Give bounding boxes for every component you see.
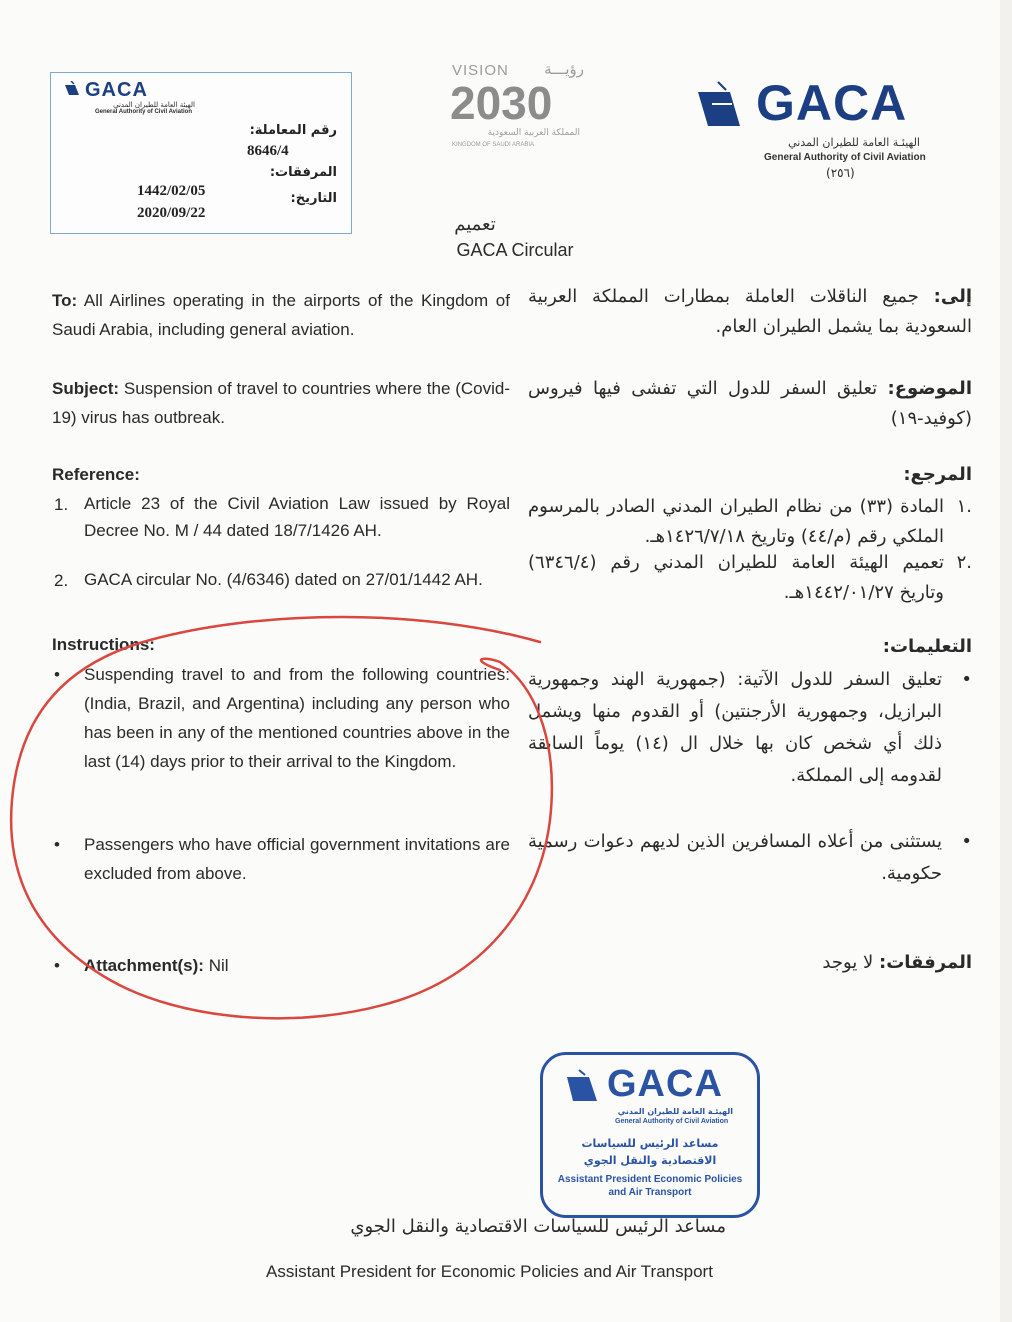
to-paragraph [52,286,510,344]
reference-1-text: Article 23 of the Civil Aviation Law issued by Royal Decree No. M / 44 dated 18/7/1426 AH. [84,494,510,540]
header-logo-word: GACA [756,75,908,131]
vision-kingdom-en: KINGDOM OF SAUDI ARABIA [452,142,535,148]
subject-label-ar: الموضوع: [887,378,972,399]
attachments-value: Nil [208,956,229,975]
vision-2030-logo [440,58,600,158]
header-gaca-logo [696,70,936,190]
reference-heading-ar [800,460,972,490]
signatory-title-en: Assistant President for Economic Policies and Air Transport [266,1262,713,1281]
circular-title-en: GACA Circular [456,240,574,260]
date-label: التاريخ: [290,191,337,206]
reference-2-text-ar: تعميم الهيئة العامة للطيران المدني رقم (٦٣٤٦/٤) وتاريخ ١٤٤٢/٠١/٢٧هـ. [528,552,944,603]
instruction-2-text: • Passengers who have official government invitations are excluded from above. [84,830,510,888]
gaca-emblem-icon [565,1069,605,1107]
to-label-ar: إلى: [933,286,973,307]
instructions-label: Instructions: [52,635,155,654]
vision-year: 2030 [450,77,553,129]
signatory-title-ar: مساعد الرئيس للسياسات الاقتصادية والنقل الجوي [350,1216,726,1237]
subject-paragraph [52,374,510,432]
to-paragraph-ar [528,282,972,342]
to-text-ar: جميع الناقلات العاملة بمطارات المملكة العربية السعودية بما يشمل الطيران العام. [528,286,972,337]
attachments-value-ar: لا يوجد [822,952,874,973]
stamp-logo-word: GACA [607,1063,723,1105]
header-logo-en: General Authority of Civil Aviation [764,152,926,163]
subject-text: Suspension of travel to countries where the (Covid-19) virus has outbreak. [52,379,510,427]
reference-box [50,72,352,234]
attachments-label: المرفقات: [269,165,337,180]
transaction-label: رقم المعاملة: [249,123,337,138]
header-logo-code: (٢٥٦) [826,166,855,180]
reference-2-num-ar: .٢ [956,552,972,573]
attachments-label-en: Attachment(s): [84,956,204,975]
vision-word: VISION [452,62,509,79]
date-hijri: 1442/02/05 [137,183,206,199]
reference-1-num: 1. [54,495,69,514]
attachments-line-ar [760,948,972,978]
reference-2-text: GACA circular No. (4/6346) dated on 27/01/1442 AH. [84,570,483,589]
reference-2-num: 2. [54,571,69,590]
to-text: All Airlines operating in the airports of the Kingdom of Saudi Arabia, including general aviation. [52,291,510,339]
header-logo-ar: الهيئـة العامة للطيران المدني [788,136,920,149]
attachments-label-ar: المرفقات: [879,952,972,973]
ref-box-logo-word: GACA [85,79,148,101]
subject-paragraph-ar [528,374,972,434]
transaction-number: 8646/4 [247,143,289,159]
reference-1-text-ar: المادة (٣٣) من نظام الطيران المدني الصادر بالمرسوم الملكي رقم (م/٤٤) وتاريخ ١٤٢٦/٧/١٨هـ. [528,496,944,547]
instructions-label-ar: التعليمات: [882,636,972,657]
subject-label: Subject: [52,379,120,398]
instruction-1-text-ar: • تعليق السفر للدول الآتية: (جمهورية الهند وجمهورية البرازيل، وجمهورية الأرجنتين) أو القدوم منها ويشمل ذلك أي شخص كان بها خلال ال (١٤) يوماً السابقة لقدومه إلى المملكة. [528,664,942,792]
vision-word-ar: رؤيـــة [544,60,584,78]
reference-label: Reference: [52,465,140,484]
to-label: To: [52,291,78,310]
gaca-emblem-icon [65,81,81,97]
circular-title-ar: تعميم [454,214,496,235]
subject-text-ar: تعليق السفر للدول التي تفشى فيها فيروس (كوفيد-١٩) [528,378,972,429]
reference-label-ar: المرجع: [903,464,972,485]
reference-heading [52,460,140,489]
instruction-2-text-ar: • يستثنى من أعلاه المسافرين الذين لديهم دعوات رسمية حكومية. [528,826,942,890]
gaca-emblem-icon [696,80,754,134]
reference-1-num-ar: .١ [956,496,972,517]
instructions-heading-ar [800,632,972,662]
stamp-logo-en: General Authority of Civil Aviation [615,1118,729,1125]
stamp-logo-ar: الهيئـة العامة للطيران المدني [617,1107,733,1116]
stamp-title-en: Assistant President Economic Policies and Air Transport [557,1174,743,1198]
ref-box-logo-en: General Authority of Civil Aviation [95,109,193,115]
date-gregorian: 2020/09/22 [137,205,206,221]
stamp-title-ar: مساعد الرئيس للسياسات الاقتصادية والنقل الجوي [581,1137,719,1167]
ref-box-logo-ar: الهيئة العامة للطيران المدني [113,101,195,109]
official-stamp [540,1052,760,1218]
red-circle-annotation [0,600,620,1050]
vision-kingdom-ar: المملكة العربية السعودية [487,128,580,138]
instruction-1-text: • Suspending travel to and from the following countries: (India, Brazil, and Argentina) including any person who has been in any of the mentioned countries above in the last (14) days prior to their arrival to the Kingdom. [84,660,510,776]
